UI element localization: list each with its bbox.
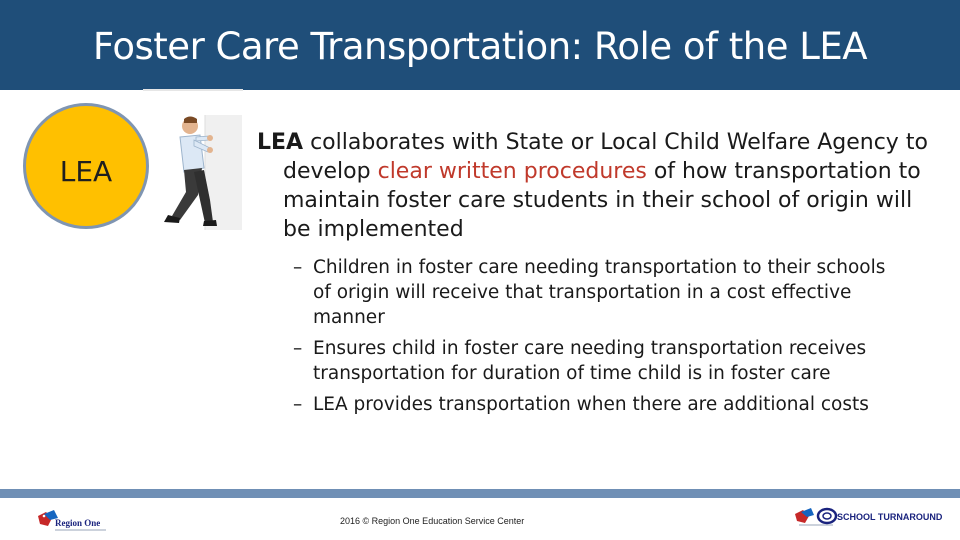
dash-marker: – [293,338,303,359]
sub-bullet-text: Children in foster care needing transportation to their schools of origin will receive that transportation in a cost effective manner [313,257,886,328]
dash-marker: – [293,257,303,278]
footer-copyright: 2016 © Region One Education Service Center [340,516,525,526]
main-point-highlight: clear written procedures [377,159,647,184]
header-underline [143,89,243,91]
region-one-logo-text: Region One [55,518,101,528]
sub-bullet-list [257,255,937,417]
main-point-subject: LEA [257,130,304,155]
dash-marker: – [293,394,303,415]
slide-title: Foster Care Transportation: Role of the LEA [92,25,868,68]
footer-bar [0,489,960,498]
school-turnaround-logo-text: SCHOOL TURNAROUND [837,512,943,522]
lea-circle [23,103,149,229]
region-one-logo [34,506,110,534]
main-point-text-2: of how transportation to maintain foster care students in their school of origin will be implemented [283,159,921,242]
sub-bullet [257,336,937,386]
man-pushing-wall-illustration [150,110,242,235]
main-point-text-1: collaborates with State or Local Child Welfare Agency to develop [283,130,928,184]
school-turnaround-logo [793,504,943,528]
circle-label: LEA [59,155,113,188]
slide-header [0,0,960,90]
main-point [257,128,937,244]
sub-bullet-text: LEA provides transportation when there are additional costs [313,394,869,415]
slide-content [257,128,937,423]
sub-bullet-text: Ensures child in foster care needing transportation receives transportation for duration of time child is in foster care [313,338,867,384]
sub-bullet [257,392,937,417]
sub-bullet [257,255,937,330]
